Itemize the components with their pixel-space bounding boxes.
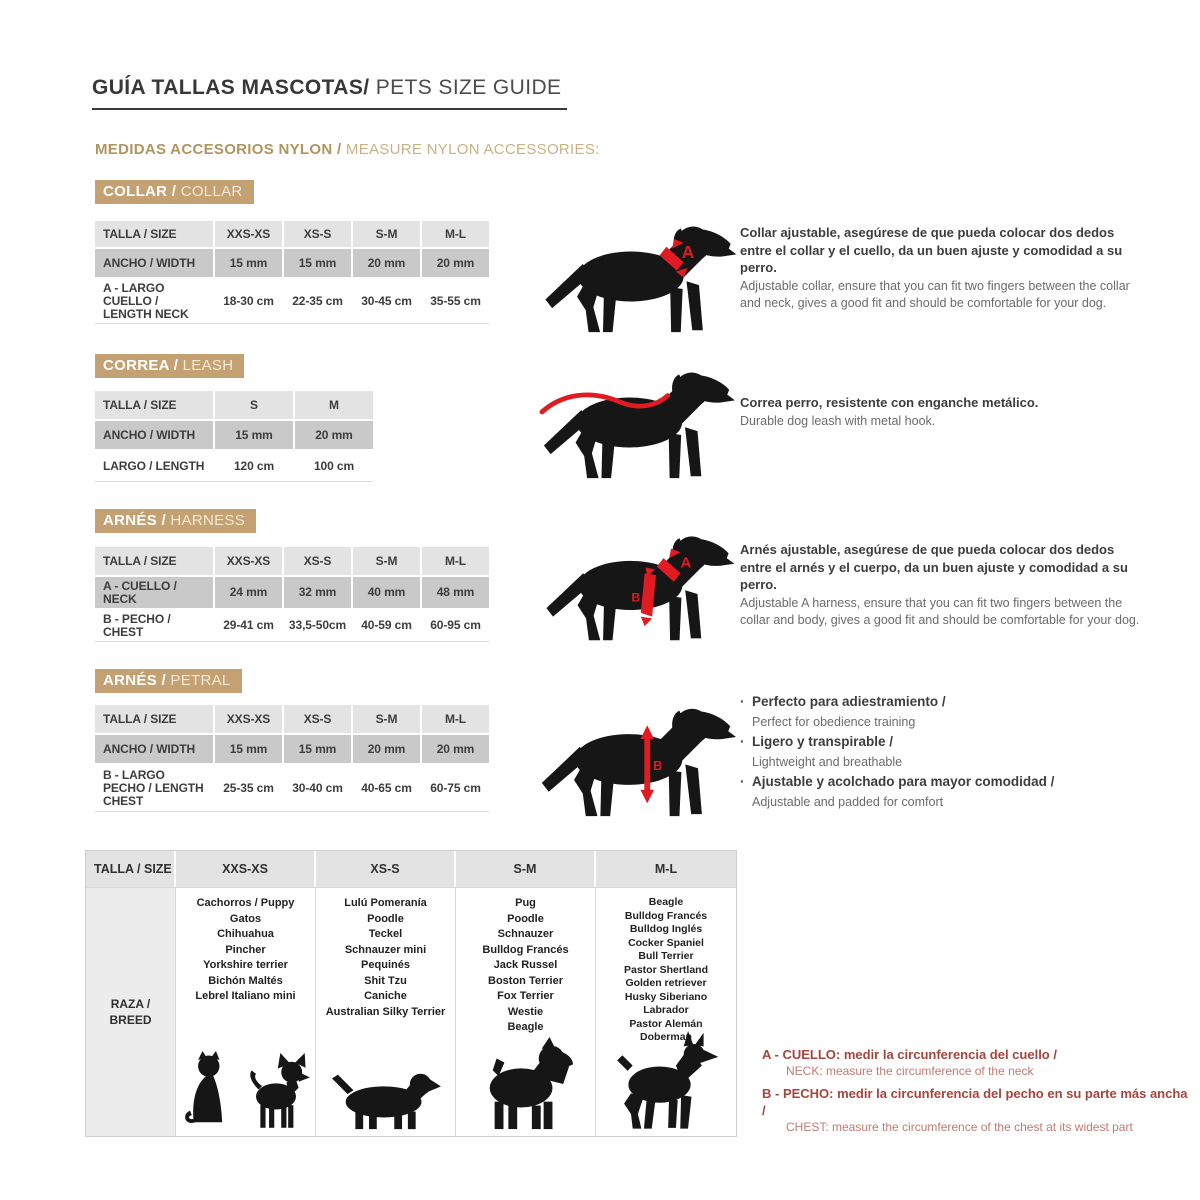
table-cell: 15 mm	[215, 249, 282, 277]
table-cell: 22-35 cm	[284, 279, 351, 323]
mark-letter-b: B	[631, 590, 641, 605]
breed-names: Pug Poodle Schnauzer Bulldog Francés Jack Russel Boston Terrier Fox Terrier Westie Beagle	[482, 897, 569, 1033]
table-cell: 20 mm	[422, 735, 489, 763]
table-header-cell: TALLA / SIZE	[86, 851, 176, 887]
harness-description	[740, 541, 1148, 630]
table-cell: A - LARGO CUELLO / LENGTH NECK	[95, 279, 213, 323]
table-cell: 24 mm	[215, 577, 282, 608]
table-cell: 40 mm	[353, 577, 420, 608]
dog-silhouette	[542, 709, 736, 816]
table-cell: TALLA / SIZE	[95, 221, 213, 247]
breed-size-table	[85, 850, 737, 1137]
petral-dog-illustration	[534, 698, 739, 820]
mark-arrow-icon	[640, 790, 654, 804]
table-cell: 60-95 cm	[422, 610, 489, 641]
table-cell: 100 cm	[295, 451, 373, 481]
dog-silhouette	[544, 373, 735, 479]
badge-label-en: HARNESS	[170, 512, 246, 529]
collar-dog-illustration	[536, 216, 741, 336]
page-title	[92, 76, 567, 110]
table-cell: S-M	[353, 547, 420, 575]
leash-dog-illustration	[532, 362, 742, 482]
badge-label-en: PETRAL	[170, 672, 231, 689]
badge-label-en: COLLAR	[180, 183, 243, 200]
table-cell: B - LARGO PECHO / LENGTH CHEST	[95, 765, 213, 811]
petral-feature-list	[740, 692, 1130, 812]
petral-size-table	[95, 705, 489, 812]
leash-size-table	[95, 391, 373, 482]
table-cell: 15 mm	[215, 735, 282, 763]
table-header-cell: M-L	[596, 851, 736, 887]
table-cell: 25-35 cm	[215, 765, 282, 811]
table-cell: ANCHO / WIDTH	[95, 249, 213, 277]
note-a-es: A - CUELLO: medir la circunferencia del cuello /	[762, 1047, 1057, 1062]
table-cell: S	[215, 391, 293, 419]
bullet-en: Perfect for obedience training	[752, 715, 916, 729]
table-cell: XS-S	[284, 547, 351, 575]
note-b-es: B - PECHO: medir la circunferencia del pecho en su parte más ancha /	[762, 1086, 1188, 1118]
breed-names: Lulú Pomeranía Poodle Teckel Schnauzer mini Pequinés Shit Tzu Caniche Australian Silky Terrier	[325, 897, 446, 1018]
table-cell: XXS-XS	[215, 705, 282, 733]
table-cell: ANCHO / WIDTH	[95, 421, 213, 449]
mark-letter-a: A	[680, 554, 692, 572]
table-cell: 40-65 cm	[353, 765, 420, 811]
table-cell: XXS-XS	[215, 547, 282, 575]
badge-label-es: ARNÉS /	[103, 512, 171, 529]
petral-chest-mark	[644, 737, 650, 792]
harness-section-badge	[95, 509, 256, 533]
description-es: Correa perro, resistente con enganche metálico.	[740, 395, 1039, 410]
breed-list-m-l	[596, 887, 736, 1136]
table-cell: M-L	[422, 547, 489, 575]
table-header-cell: XXS-XS	[176, 851, 316, 887]
breed-list-s-m	[456, 887, 596, 1136]
table-header-cell: S-M	[456, 851, 596, 887]
table-cell: 30-45 cm	[353, 279, 420, 323]
description-en: Adjustable A harness, ensure that you can fit two fingers between the collar and body, gives a good fit and should be comfortable for your dog.	[740, 595, 1140, 627]
table-cell: 40-59 cm	[353, 610, 420, 641]
table-cell: 15 mm	[215, 421, 293, 449]
table-cell: 35-55 cm	[422, 279, 489, 323]
badge-label-en: LEASH	[182, 357, 234, 374]
table-cell: S-M	[353, 705, 420, 733]
list-item	[740, 732, 1130, 772]
table-cell: M-L	[422, 705, 489, 733]
table-cell: A - CUELLO / NECK	[95, 577, 213, 608]
page-title-es: GUÍA TALLAS MASCOTAS/	[92, 76, 370, 99]
page-title-en: PETS SIZE GUIDE	[369, 76, 562, 99]
badge-label-es: CORREA /	[103, 357, 183, 374]
table-cell: TALLA / SIZE	[95, 547, 213, 575]
table-cell: XXS-XS	[215, 221, 282, 247]
breed-list-xs-s	[316, 887, 456, 1136]
breed-silhouettes	[316, 1063, 455, 1133]
dog-silhouette	[545, 227, 736, 333]
leash-description	[740, 394, 1148, 430]
table-cell: 48 mm	[422, 577, 489, 608]
table-cell: LARGO / LENGTH	[95, 451, 213, 481]
breed-silhouettes	[456, 1037, 595, 1133]
breed-silhouettes	[596, 1031, 736, 1133]
collar-description	[740, 224, 1148, 313]
table-cell: 15 mm	[284, 735, 351, 763]
measuring-notes	[762, 1046, 1192, 1141]
table-cell: M-L	[422, 221, 489, 247]
table-cell: 18-30 cm	[215, 279, 282, 323]
bullet-es: · Ligero y transpirable /	[740, 732, 1130, 752]
cat-icon	[180, 1051, 234, 1133]
petral-section-badge	[95, 669, 242, 693]
table-cell: 33,5-50cm	[284, 610, 351, 641]
mark-arrow-icon	[641, 617, 652, 626]
description-en: Durable dog leash with metal hook.	[740, 413, 936, 428]
description-en: Adjustable collar, ensure that you can fit two fingers between the collar and neck, gives a good fit and should be comfortable for your dog.	[740, 278, 1130, 310]
badge-label-es: ARNÉS /	[103, 672, 171, 689]
table-cell: 32 mm	[284, 577, 351, 608]
table-cell: 15 mm	[284, 249, 351, 277]
table-cell: 20 mm	[353, 249, 420, 277]
description-es: Collar ajustable, asegúrese de que pueda colocar dos dedos entre el collar y el cuello, da un buen ajuste y comodidad a su perro.	[740, 225, 1123, 275]
collar-size-table	[95, 221, 489, 324]
mark-arrow-icon	[640, 725, 654, 739]
breed-names: Cachorros / Puppy Gatos Chihuahua Pincher Yorkshire terrier Bichón Maltés Lebrel Italiano mini	[195, 897, 296, 1002]
dachshund-icon	[330, 1063, 442, 1133]
doberman-icon	[607, 1031, 725, 1133]
leash-section-badge	[95, 354, 244, 378]
badge-label-es: COLLAR /	[103, 183, 181, 200]
bullet-es: · Perfecto para adiestramiento /	[740, 692, 1130, 712]
breed-row-label: RAZA / BREED	[86, 887, 176, 1136]
table-cell: 29-41 cm	[215, 610, 282, 641]
breed-names: Beagle Bulldog Francés Bulldog Inglés Cocker Spaniel Bull Terrier Pastor Shertland Golden retriever Husky Siberiano Labrador Pastor Alemán Doberman	[623, 896, 709, 1043]
harness-dog-illustration	[538, 526, 738, 644]
table-cell: XS-S	[284, 705, 351, 733]
table-header-cell: XS-S	[316, 851, 456, 887]
page-subtitle-es: MEDIDAS ACCESORIOS NYLON /	[95, 141, 346, 158]
table-cell: 120 cm	[215, 451, 293, 481]
list-item	[740, 692, 1130, 732]
harness-size-table	[95, 547, 489, 642]
mark-letter-a: A	[681, 242, 695, 263]
description-es: Arnés ajustable, asegúrese de que pueda colocar dos dedos entre el arnés y el cuerpo, da un buen ajuste y comodidad a su perro.	[740, 542, 1128, 592]
bullet-en: Lightweight and breathable	[752, 755, 903, 769]
table-cell: 30-40 cm	[284, 765, 351, 811]
table-cell: 60-75 cm	[422, 765, 489, 811]
mark-letter-b: B	[653, 759, 663, 774]
note-b-en: CHEST: measure the circumference of the chest at its widest part	[786, 1120, 1133, 1134]
breed-list-xxs-xs	[176, 887, 316, 1136]
bullet-es: · Ajustable y acolchado para mayor comodidad /	[740, 772, 1130, 792]
page-subtitle	[95, 141, 600, 158]
table-cell: 20 mm	[353, 735, 420, 763]
table-cell: B - PECHO / CHEST	[95, 610, 213, 641]
table-cell: 20 mm	[422, 249, 489, 277]
collar-section-badge	[95, 180, 254, 204]
table-cell: XS-S	[284, 221, 351, 247]
table-cell: TALLA / SIZE	[95, 705, 213, 733]
list-item	[740, 772, 1130, 812]
schnauzer-icon	[477, 1037, 575, 1133]
bullet-en: Adjustable and padded for comfort	[752, 795, 944, 809]
table-cell: 20 mm	[295, 421, 373, 449]
page-subtitle-en: MEASURE NYLON ACCESSORIES:	[345, 141, 600, 158]
chihuahua-icon	[240, 1053, 312, 1133]
dog-silhouette	[546, 536, 734, 640]
table-cell: M	[295, 391, 373, 419]
table-cell: S-M	[353, 221, 420, 247]
table-cell: TALLA / SIZE	[95, 391, 213, 419]
table-cell: ANCHO / WIDTH	[95, 735, 213, 763]
note-a-en: NECK: measure the circumference of the neck	[786, 1064, 1034, 1078]
breed-silhouettes	[176, 1051, 315, 1133]
